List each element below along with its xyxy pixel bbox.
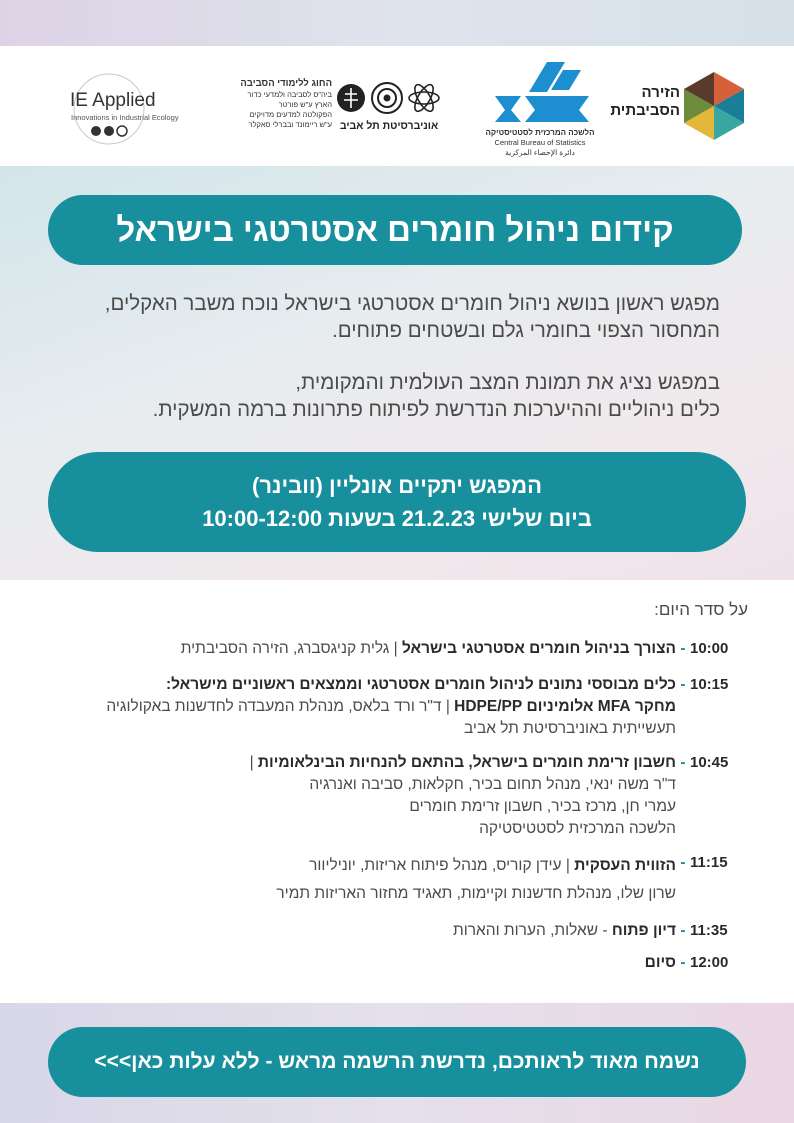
intro-p2-line2: כלים ניהוליים וההיערכות הנדרשת לפיתוח פתרונות ברמה המשקית. xyxy=(152,398,720,421)
ie-applied-icons xyxy=(90,125,130,137)
agenda-item xyxy=(40,638,748,660)
agenda-speaker: עמרי חן, מרכז בכיר, חשבון זרימת חומרים xyxy=(409,798,676,815)
cbs-arabic-name: دائرة الإحصاء المركزية xyxy=(505,148,575,157)
intro-p2-line1: במפגש נציג את תמונת המצב העולמית והמקומית, xyxy=(295,371,720,394)
cbs-logo xyxy=(480,58,600,162)
ie-applied-title: IE Applied xyxy=(70,90,156,111)
arena-name-line1: הזירה xyxy=(641,84,680,101)
tau-university-name: אוניברסיטת תל אביב xyxy=(339,120,439,132)
agenda-time: 12:00 xyxy=(690,954,729,971)
agenda-topic: הצורך בניהול חומרים אסטרטגי בישראל xyxy=(401,640,676,657)
dash-marker: - xyxy=(680,954,686,971)
agenda-speaker: | ד"ר ורד בלאס, מנהלת המעבדה לחדשנות באקולוגיה xyxy=(106,698,455,715)
agenda-speaker: | עידן קוריס, מנהל פיתוח אריזות, יוניליוור xyxy=(309,857,575,874)
event-line2: ביום שלישי 21.2.23 בשעות 10:00-12:00 xyxy=(202,506,592,531)
cbs-hebrew-name: הלשכה המרכזית לסטטיסטיקה xyxy=(485,128,595,137)
agenda-heading: על סדר היום: xyxy=(654,600,748,619)
tau-dept-line4: הפקולטה למדעים מדויקים xyxy=(249,110,332,119)
agenda-time: 10:15 xyxy=(690,676,729,693)
tau-dept-line2: ביה"ס לסביבה ולמדעי כדור xyxy=(247,90,332,99)
arena-logo xyxy=(610,70,748,144)
agenda-speaker-line2: תעשייתית באוניברסיטת תל אביב xyxy=(463,720,676,737)
arena-hexagon-icon xyxy=(682,70,746,142)
agenda-topic: הזווית העסקית xyxy=(574,857,676,874)
agenda-topic: כלים מבוססי נתונים לניהול חומרים אסטרטגי וממצאים ראשוניים מישראל: xyxy=(165,676,676,693)
dash-marker: - xyxy=(680,676,686,693)
ie-applied-subtitle: Innovations in Industrial Ecology xyxy=(71,113,179,122)
agenda-topic: סיום xyxy=(644,954,676,971)
agenda-item xyxy=(40,752,748,840)
agenda-item xyxy=(40,952,748,974)
dash-marker: - xyxy=(680,640,686,657)
agenda-item xyxy=(40,852,748,908)
agenda-time: 11:15 xyxy=(690,854,728,871)
agenda-speaker: שרון שלו, מנהלת חדשנות וקיימות, תאגיד מחזור האריזות תמיר xyxy=(276,885,676,902)
agenda-item xyxy=(40,674,748,740)
tau-emblem-icons xyxy=(336,80,442,116)
registration-button[interactable] xyxy=(48,1027,746,1097)
arena-name-line2: הסביבתית xyxy=(610,102,680,119)
agenda-time: 10:45 xyxy=(690,754,729,771)
agenda-topic: חשבון זרימת חומרים בישראל, בהתאם להנחיות הבינלאומיות xyxy=(257,754,676,771)
agenda-time: 10:00 xyxy=(690,640,729,657)
tau-logo xyxy=(218,78,448,148)
agenda-topic: דיון פתוח xyxy=(611,922,676,939)
intro-text xyxy=(60,290,720,448)
registration-link-text[interactable]: נשמח מאוד לראותכם, נדרשת הרשמה מראש - ללא עלות כאן>>> xyxy=(94,1050,700,1073)
cbs-english-name: Central Bureau of Statistics xyxy=(494,138,586,147)
agenda xyxy=(40,600,748,988)
agenda-separator: | xyxy=(249,754,258,771)
agenda-topic-line2: מחקר MFA אלומיניום HDPE/PP xyxy=(454,698,676,715)
intro-p1-line2: המחסור הצפוי בחומרי גלם ובשטחים פתוחים. xyxy=(332,319,720,342)
event-line1: המפגש יתקיים אונליין (וובינר) xyxy=(252,473,542,498)
event-details-banner xyxy=(48,452,746,552)
top-decorative-band xyxy=(0,0,794,46)
logo-bar xyxy=(0,46,794,166)
agenda-speaker: - שאלות, הערות והארות xyxy=(453,922,612,939)
intro-p1-line1: מפגש ראשון בנושא ניהול חומרים אסטרטגי בישראל נוכח משבר האקלים, xyxy=(104,292,720,315)
dash-marker: - xyxy=(680,854,686,871)
cbs-emblem-icon xyxy=(485,58,595,124)
tau-dept-line1: החוג ללימודי הסביבה xyxy=(240,78,332,89)
agenda-item xyxy=(40,920,748,942)
dash-marker: - xyxy=(680,922,686,939)
agenda-speaker: | גלית קניגסברג, הזירה הסביבתית xyxy=(180,640,402,657)
agenda-speaker: הלשכה המרכזית לסטטיסטיקה xyxy=(479,820,676,837)
tau-dept-line3: הארץ ע"ש פורטר xyxy=(278,100,332,109)
title-banner xyxy=(48,195,742,265)
agenda-time: 11:35 xyxy=(690,922,728,939)
tau-dept-line5: ע"ש ריימונד ובברלי סאקלר xyxy=(248,120,332,129)
page-title: קידום ניהול חומרים אסטרטגי בישראל xyxy=(116,211,674,248)
agenda-speaker: ד"ר משה ינאי, מנהל תחום בכיר, חקלאות, סביבה ואנרגיה xyxy=(309,776,676,793)
ie-applied-logo xyxy=(47,73,179,151)
dash-marker: - xyxy=(680,754,686,771)
